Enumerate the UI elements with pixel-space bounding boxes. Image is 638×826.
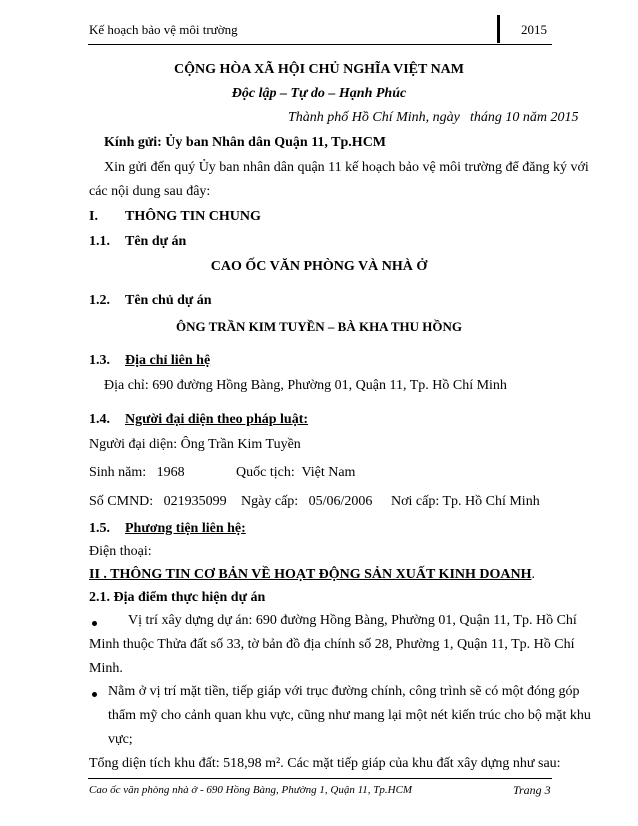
bullet-dot [92,621,97,626]
section-2-title-end: . [531,567,536,582]
footer-rule [88,778,552,779]
s21-heading: 2.1. Địa điểm thực hiện dự án [89,590,266,605]
s12-label: Tên chủ dự án [125,293,212,308]
section-2-title: II . THÔNG TIN CƠ BẢN VỀ HOẠT ĐỘNG SẢN XUẤT KINH DOANH [89,567,532,582]
contact-address: Địa chỉ: 690 đường Hồng Bàng, Phường 01, Quận 11, Tp. Hồ Chí Minh [104,378,507,393]
intro-line-1: Xin gửi đến quý Ủy ban nhân dân quận 11 kế hoạch bảo vệ môi trường để đăng ký với [104,160,589,175]
s15-label: Phương tiện liên hệ: [125,521,246,536]
owner-name: ÔNG TRẦN KIM TUYỀN – BÀ KHA THU HỒNG [175,319,463,334]
header-divider-vertical [497,15,500,43]
bullet2-line1: Nằm ở vị trí mặt tiền, tiếp giáp với trục đường chính, công trình sẽ có một đóng góp [108,684,580,699]
page-number: Trang 3 [513,783,551,797]
place-date-left: Thành phố Hồ Chí Minh, ngày [288,110,460,125]
bullet1-line3: Minh. [89,661,123,676]
site-area: Tổng diện tích khu đất: 518,98 m². Các mặt tiếp giáp của khu đất xây dựng như sau: [89,756,561,771]
s13-number: 1.3. [89,353,110,368]
s11-number: 1.1. [89,234,110,249]
footer-left: Cao ốc văn phòng nhà ở - 690 Hồng Bàng, Phường 1, Quận 11, Tp.HCM [89,784,413,796]
header-title: Kế hoạch bảo vệ môi trường [89,22,238,37]
header-year: 2015 [521,22,547,37]
s15-number: 1.5. [89,521,110,536]
birth-year: Sinh năm: 1968 [89,465,185,480]
section-1-title: THÔNG TIN CHUNG [125,209,261,224]
s13-label: Địa chỉ liên hệ [125,353,211,368]
bullet-dot [92,692,97,697]
s14-label: Người đại diện theo pháp luật: [125,412,309,427]
place-date-right: tháng 10 năm 2015 [470,110,579,125]
bullet1-line1: Vị trí xây dựng dự án: 690 đường Hồng Bàng, Phường 01, Quận 11, Tp. Hồ Chí [128,613,577,628]
issue-place: Nơi cấp: Tp. Hồ Chí Minh [391,494,540,509]
section-2-heading [89,567,535,583]
bullet2-line3: vực; [108,732,133,747]
s11-label: Tên dự án [125,234,187,249]
s12-number: 1.2. [89,293,110,308]
republic-heading: CỘNG HÒA XÃ HỘI CHỦ NGHĨA VIỆT NAM [173,62,464,77]
s14-number: 1.4. [89,412,110,427]
bullet2-line2: thẩm mỹ cho cảnh quan khu vực, cũng như mang lại một nét kiến trúc cho bộ mặt khu [108,708,591,723]
representative: Người đại diện: Ông Trần Kim Tuyền [89,437,301,452]
issue-date: Ngày cấp: 05/06/2006 [241,494,373,509]
motto: Độc lập – Tự do – Hạnh Phúc [231,86,407,101]
header-rule [88,44,552,45]
section-1-number: I. [89,209,98,224]
bullet1-line2: Minh thuộc Thửa đất số 33, tờ bản đồ địa chính số 28, Phường 1, Quận 11, Tp. Hồ Chí [89,637,575,652]
intro-line-2: các nội dung sau đây: [89,184,211,199]
recipient: Kính gửi: Ủy ban Nhân dân Quận 11, Tp.HCM [104,135,387,150]
nationality: Quốc tịch: Việt Nam [236,465,356,480]
id-number: Số CMND: 021935099 [89,494,227,509]
phone-label: Điện thoại: [89,544,152,559]
project-name: CAO ỐC VĂN PHÒNG VÀ NHÀ Ở [210,259,428,274]
